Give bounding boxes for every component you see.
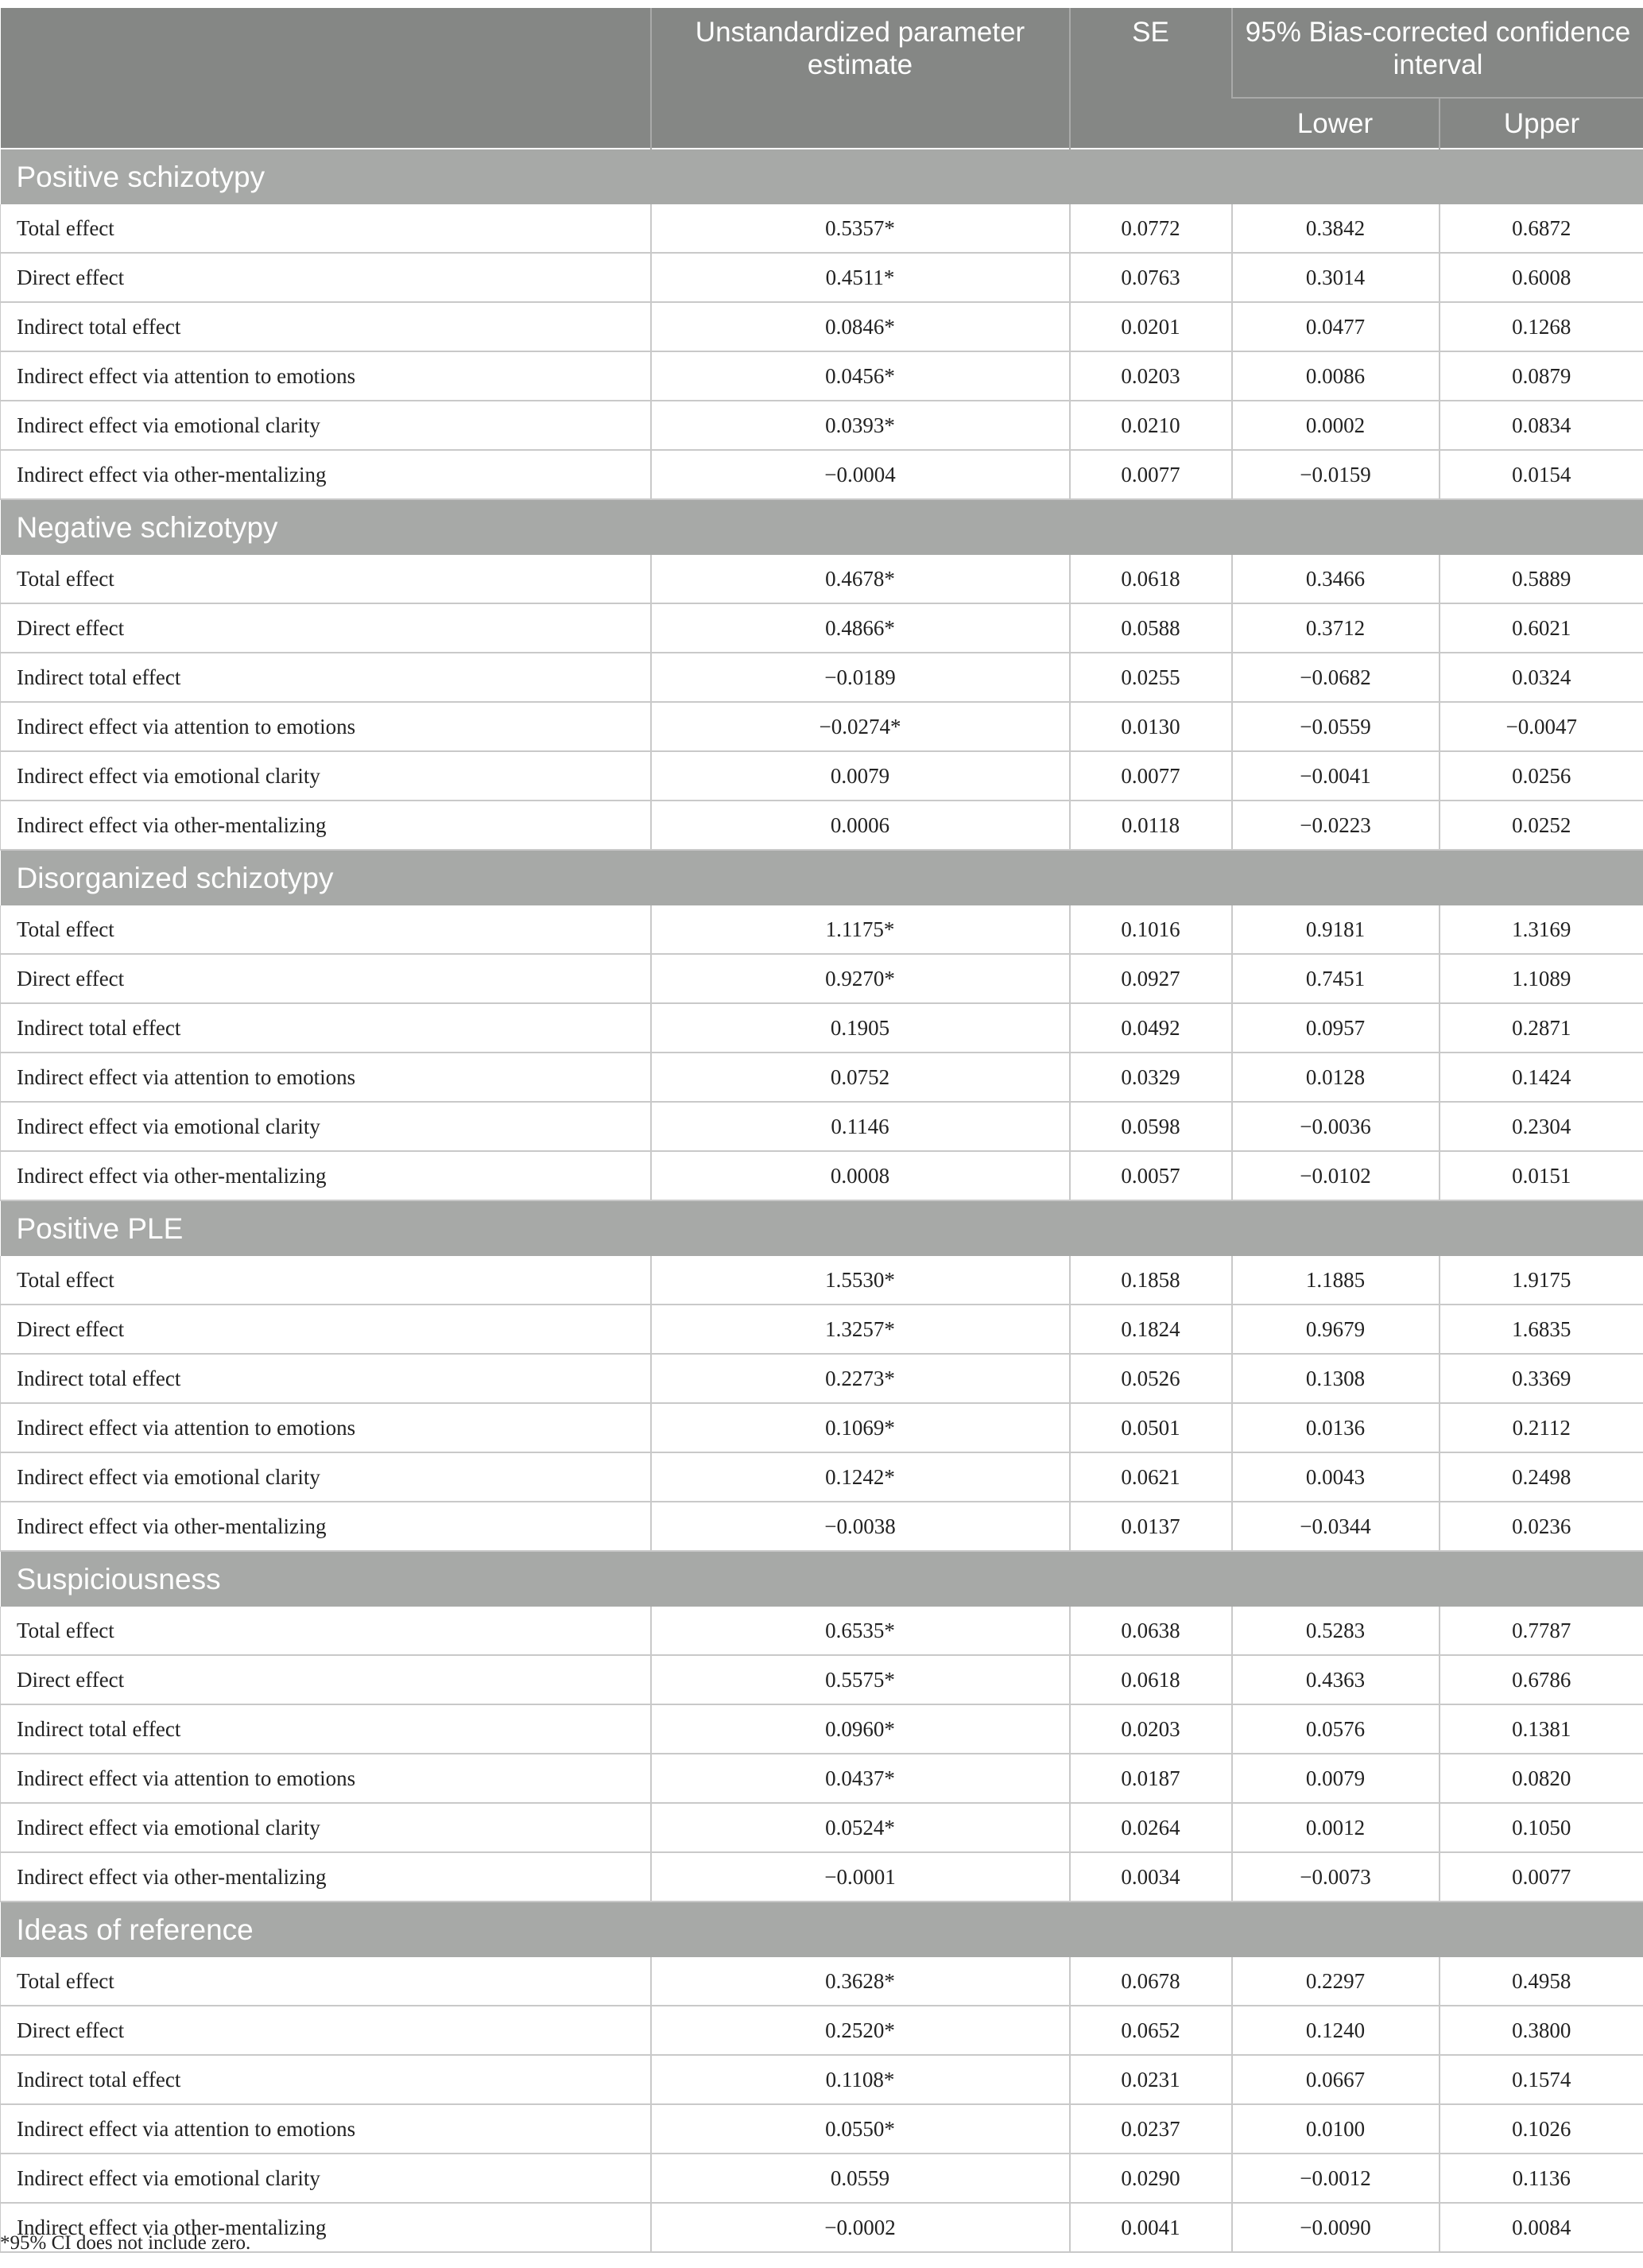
cell-se: 0.0210 (1070, 401, 1232, 450)
table-header (1, 8, 1643, 149)
section-header-row (1, 1902, 1643, 1957)
cell-ci-lower: 0.0136 (1232, 1403, 1440, 1452)
cell-ci-lower: 0.0043 (1232, 1452, 1440, 1502)
cell-ci-upper: 0.6872 (1440, 204, 1643, 253)
cell-ci-upper: 0.0834 (1440, 401, 1643, 450)
cell-estimate: 0.0079 (651, 751, 1070, 801)
cell-ci-upper: 0.7787 (1440, 1607, 1643, 1655)
cell-se: 0.0678 (1070, 1957, 1232, 2006)
table-row (1, 2055, 1643, 2104)
table-row (1, 1704, 1643, 1754)
cell-se: 0.0041 (1070, 2203, 1232, 2252)
cell-se: 0.0237 (1070, 2104, 1232, 2154)
cell-se: 0.0621 (1070, 1452, 1232, 1502)
cell-estimate: −0.0004 (651, 450, 1070, 499)
header-estimate: Unstandardized parameter estimate (651, 8, 1070, 149)
cell-se: 0.0290 (1070, 2154, 1232, 2203)
table-row (1, 1655, 1643, 1704)
table-row (1, 1256, 1643, 1305)
row-label: Indirect effect via attention to emotions (1, 702, 651, 751)
cell-ci-upper: 0.1026 (1440, 2104, 1643, 2154)
cell-ci-lower: −0.0159 (1232, 450, 1440, 499)
cell-ci-lower: 0.4363 (1232, 1655, 1440, 1704)
row-label: Indirect effect via other-mentalizing (1, 801, 651, 850)
table-row (1, 253, 1643, 302)
cell-estimate: −0.0001 (651, 1852, 1070, 1902)
cell-ci-upper: 0.0084 (1440, 2203, 1643, 2252)
header-label-column (1, 8, 651, 149)
table-row (1, 1803, 1643, 1852)
cell-ci-upper: 0.1136 (1440, 2154, 1643, 2203)
row-label: Indirect effect via other-mentalizing (1, 1151, 651, 1200)
cell-se: 0.0057 (1070, 1151, 1232, 1200)
results-table-wrapper (0, 8, 1643, 2253)
cell-estimate: 0.1108* (651, 2055, 1070, 2104)
table-row (1, 302, 1643, 351)
table-row (1, 2154, 1643, 2203)
cell-ci-lower: −0.0073 (1232, 1852, 1440, 1902)
cell-se: 0.0763 (1070, 253, 1232, 302)
cell-se: 0.0492 (1070, 1003, 1232, 1053)
table-row (1, 702, 1643, 751)
cell-ci-lower: 0.0086 (1232, 351, 1440, 401)
row-label: Total effect (1, 555, 651, 603)
cell-ci-upper: 0.1050 (1440, 1803, 1643, 1852)
cell-se: 0.1858 (1070, 1256, 1232, 1305)
cell-estimate: 0.1069* (651, 1403, 1070, 1452)
cell-ci-upper: 0.2112 (1440, 1403, 1643, 1452)
cell-ci-lower: 0.3466 (1232, 555, 1440, 603)
cell-estimate: 0.5357* (651, 204, 1070, 253)
cell-ci-lower: −0.0682 (1232, 653, 1440, 702)
cell-ci-lower: 0.1308 (1232, 1354, 1440, 1403)
cell-ci-upper: 1.9175 (1440, 1256, 1643, 1305)
cell-ci-lower: 0.7451 (1232, 954, 1440, 1003)
cell-estimate: 0.0006 (651, 801, 1070, 850)
table-row (1, 2006, 1643, 2055)
cell-ci-upper: 0.2304 (1440, 1102, 1643, 1151)
cell-ci-lower: 0.1240 (1232, 2006, 1440, 2055)
cell-estimate: 0.0008 (651, 1151, 1070, 1200)
row-label: Indirect effect via attention to emotions (1, 1053, 651, 1102)
row-label: Indirect effect via emotional clarity (1, 401, 651, 450)
row-label: Direct effect (1, 2006, 651, 2055)
cell-estimate: 0.4511* (651, 253, 1070, 302)
table-row (1, 2104, 1643, 2154)
row-label: Total effect (1, 1957, 651, 2006)
table-row (1, 954, 1643, 1003)
cell-estimate: 0.1242* (651, 1452, 1070, 1502)
cell-se: 0.0598 (1070, 1102, 1232, 1151)
table-row (1, 1151, 1643, 1200)
cell-se: 0.0203 (1070, 351, 1232, 401)
cell-ci-upper: 0.0256 (1440, 751, 1643, 801)
cell-se: 0.0137 (1070, 1502, 1232, 1551)
cell-ci-lower: 0.3842 (1232, 204, 1440, 253)
cell-ci-lower: 0.2297 (1232, 1957, 1440, 2006)
cell-estimate: 0.9270* (651, 954, 1070, 1003)
cell-estimate: 0.0524* (651, 1803, 1070, 1852)
table-row (1, 450, 1643, 499)
table-row (1, 1403, 1643, 1452)
cell-se: 0.1824 (1070, 1305, 1232, 1354)
section-title: Positive schizotypy (1, 149, 1643, 204)
cell-estimate: 0.0437* (651, 1754, 1070, 1803)
row-label: Indirect effect via attention to emotions (1, 1754, 651, 1803)
header-lower: Lower (1232, 98, 1440, 149)
row-label: Direct effect (1, 603, 651, 653)
cell-ci-lower: 0.0002 (1232, 401, 1440, 450)
row-label: Indirect effect via emotional clarity (1, 1452, 651, 1502)
cell-ci-lower: −0.0012 (1232, 2154, 1440, 2203)
cell-se: 0.0329 (1070, 1053, 1232, 1102)
cell-ci-upper: 0.0324 (1440, 653, 1643, 702)
cell-ci-lower: 0.0477 (1232, 302, 1440, 351)
cell-ci-upper: 0.2498 (1440, 1452, 1643, 1502)
cell-se: 0.0201 (1070, 302, 1232, 351)
row-label: Direct effect (1, 954, 651, 1003)
cell-se: 0.0130 (1070, 702, 1232, 751)
row-label: Indirect total effect (1, 302, 651, 351)
cell-ci-upper: 1.1089 (1440, 954, 1643, 1003)
cell-se: 0.0618 (1070, 555, 1232, 603)
cell-ci-upper: 0.1424 (1440, 1053, 1643, 1102)
cell-estimate: −0.0274* (651, 702, 1070, 751)
cell-estimate: −0.0002 (651, 2203, 1070, 2252)
table-row (1, 1003, 1643, 1053)
cell-ci-upper: 0.1381 (1440, 1704, 1643, 1754)
table-row (1, 1053, 1643, 1102)
table-row (1, 751, 1643, 801)
cell-estimate: 1.5530* (651, 1256, 1070, 1305)
cell-ci-upper: 0.0077 (1440, 1852, 1643, 1902)
cell-ci-upper: 0.1574 (1440, 2055, 1643, 2104)
cell-ci-lower: 0.0012 (1232, 1803, 1440, 1852)
cell-ci-lower: 0.9679 (1232, 1305, 1440, 1354)
cell-estimate: 0.4866* (651, 603, 1070, 653)
cell-estimate: 0.5575* (651, 1655, 1070, 1704)
table-row (1, 1354, 1643, 1403)
cell-se: 0.0588 (1070, 603, 1232, 653)
cell-ci-lower: 0.0079 (1232, 1754, 1440, 1803)
cell-ci-upper: 0.6008 (1440, 253, 1643, 302)
section-header-row (1, 1551, 1643, 1607)
cell-estimate: 0.0960* (651, 1704, 1070, 1754)
cell-ci-lower: −0.0041 (1232, 751, 1440, 801)
section-title: Ideas of reference (1, 1902, 1643, 1957)
table-row (1, 555, 1643, 603)
cell-se: 0.0203 (1070, 1704, 1232, 1754)
cell-ci-upper: 0.0151 (1440, 1151, 1643, 1200)
cell-ci-lower: −0.0223 (1232, 801, 1440, 850)
cell-ci-upper: 0.0154 (1440, 450, 1643, 499)
table-row (1, 1957, 1643, 2006)
cell-ci-lower: 0.5283 (1232, 1607, 1440, 1655)
cell-se: 0.0255 (1070, 653, 1232, 702)
row-label: Total effect (1, 905, 651, 954)
cell-se: 0.0501 (1070, 1403, 1232, 1452)
cell-estimate: 1.1175* (651, 905, 1070, 954)
header-upper: Upper (1440, 98, 1643, 149)
row-label: Indirect total effect (1, 1003, 651, 1053)
row-label: Indirect effect via attention to emotions (1, 351, 651, 401)
row-label: Indirect effect via emotional clarity (1, 1803, 651, 1852)
cell-estimate: 0.6535* (651, 1607, 1070, 1655)
row-label: Direct effect (1, 1305, 651, 1354)
cell-ci-lower: −0.0559 (1232, 702, 1440, 751)
row-label: Indirect total effect (1, 653, 651, 702)
row-label: Indirect effect via attention to emotions (1, 1403, 651, 1452)
cell-ci-lower: −0.0344 (1232, 1502, 1440, 1551)
cell-estimate: 0.0752 (651, 1053, 1070, 1102)
cell-ci-upper: 0.0879 (1440, 351, 1643, 401)
cell-se: 0.0927 (1070, 954, 1232, 1003)
cell-ci-lower: 0.0667 (1232, 2055, 1440, 2104)
section-header-row (1, 149, 1643, 204)
cell-ci-lower: 0.9181 (1232, 905, 1440, 954)
cell-ci-upper: 0.2871 (1440, 1003, 1643, 1053)
row-label: Direct effect (1, 253, 651, 302)
section-title: Disorganized schizotypy (1, 850, 1643, 905)
cell-se: 0.0772 (1070, 204, 1232, 253)
cell-estimate: 0.3628* (651, 1957, 1070, 2006)
cell-ci-lower: 1.1885 (1232, 1256, 1440, 1305)
cell-se: 0.0618 (1070, 1655, 1232, 1704)
cell-se: 0.0264 (1070, 1803, 1232, 1852)
cell-se: 0.0652 (1070, 2006, 1232, 2055)
table-row (1, 204, 1643, 253)
table-row (1, 1452, 1643, 1502)
header-se: SE (1070, 8, 1232, 149)
cell-se: 0.0231 (1070, 2055, 1232, 2104)
section-header-row (1, 850, 1643, 905)
row-label: Indirect total effect (1, 1354, 651, 1403)
row-label: Total effect (1, 1256, 651, 1305)
cell-ci-upper: 0.0252 (1440, 801, 1643, 850)
section-title: Negative schizotypy (1, 499, 1643, 555)
cell-estimate: 1.3257* (651, 1305, 1070, 1354)
table-body (1, 149, 1643, 2252)
row-label: Total effect (1, 1607, 651, 1655)
cell-se: 0.0526 (1070, 1354, 1232, 1403)
cell-ci-upper: 0.6786 (1440, 1655, 1643, 1704)
cell-estimate: 0.0550* (651, 2104, 1070, 2154)
cell-estimate: 0.0393* (651, 401, 1070, 450)
row-label: Indirect effect via other-mentalizing (1, 2203, 651, 2252)
row-label: Indirect effect via attention to emotions (1, 2104, 651, 2154)
row-label: Indirect effect via emotional clarity (1, 751, 651, 801)
table-row (1, 603, 1643, 653)
cell-estimate: 0.0559 (651, 2154, 1070, 2203)
table-row (1, 653, 1643, 702)
cell-ci-upper: 1.3169 (1440, 905, 1643, 954)
cell-se: 0.0077 (1070, 450, 1232, 499)
row-label: Total effect (1, 204, 651, 253)
table-footnote: *95% CI does not include zero. (0, 2232, 251, 2254)
cell-ci-upper: 0.4958 (1440, 1957, 1643, 2006)
cell-ci-lower: 0.3712 (1232, 603, 1440, 653)
table-row (1, 1102, 1643, 1151)
table-row (1, 801, 1643, 850)
table-row (1, 401, 1643, 450)
row-label: Indirect effect via other-mentalizing (1, 450, 651, 499)
cell-ci-upper: 1.6835 (1440, 1305, 1643, 1354)
cell-estimate: 0.0846* (651, 302, 1070, 351)
cell-estimate: 0.2520* (651, 2006, 1070, 2055)
cell-ci-lower: 0.0100 (1232, 2104, 1440, 2154)
section-header-row (1, 1200, 1643, 1256)
cell-ci-lower: −0.0036 (1232, 1102, 1440, 1151)
row-label: Direct effect (1, 1655, 651, 1704)
cell-estimate: 0.4678* (651, 555, 1070, 603)
cell-estimate: 0.2273* (651, 1354, 1070, 1403)
row-label: Indirect effect via emotional clarity (1, 2154, 651, 2203)
row-label: Indirect total effect (1, 2055, 651, 2104)
cell-ci-upper: 0.5889 (1440, 555, 1643, 603)
cell-se: 0.0187 (1070, 1754, 1232, 1803)
cell-se: 0.0118 (1070, 801, 1232, 850)
cell-ci-upper: 0.1268 (1440, 302, 1643, 351)
row-label: Indirect effect via other-mentalizing (1, 1852, 651, 1902)
cell-ci-upper: 0.6021 (1440, 603, 1643, 653)
cell-estimate: 0.0456* (651, 351, 1070, 401)
cell-estimate: −0.0189 (651, 653, 1070, 702)
row-label: Indirect effect via emotional clarity (1, 1102, 651, 1151)
table-row (1, 1852, 1643, 1902)
cell-se: 0.1016 (1070, 905, 1232, 954)
cell-se: 0.0077 (1070, 751, 1232, 801)
section-title: Suspiciousness (1, 1551, 1643, 1607)
section-title: Positive PLE (1, 1200, 1643, 1256)
table-row (1, 351, 1643, 401)
mediation-results-table (0, 8, 1643, 2253)
header-confidence-interval: 95% Bias-corrected confidence interval (1232, 8, 1643, 98)
cell-estimate: 0.1905 (651, 1003, 1070, 1053)
table-row (1, 1305, 1643, 1354)
cell-ci-lower: −0.0102 (1232, 1151, 1440, 1200)
table-row (1, 1502, 1643, 1551)
table-row (1, 1754, 1643, 1803)
cell-ci-lower: 0.0576 (1232, 1704, 1440, 1754)
cell-estimate: 0.1146 (651, 1102, 1070, 1151)
cell-ci-lower: 0.3014 (1232, 253, 1440, 302)
cell-ci-lower: 0.0128 (1232, 1053, 1440, 1102)
cell-ci-upper: −0.0047 (1440, 702, 1643, 751)
cell-se: 0.0638 (1070, 1607, 1232, 1655)
cell-ci-upper: 0.0820 (1440, 1754, 1643, 1803)
cell-ci-lower: 0.0957 (1232, 1003, 1440, 1053)
cell-ci-upper: 0.0236 (1440, 1502, 1643, 1551)
section-header-row (1, 499, 1643, 555)
table-row (1, 905, 1643, 954)
cell-ci-upper: 0.3800 (1440, 2006, 1643, 2055)
row-label: Indirect total effect (1, 1704, 651, 1754)
row-label: Indirect effect via other-mentalizing (1, 1502, 651, 1551)
table-row (1, 1607, 1643, 1655)
cell-se: 0.0034 (1070, 1852, 1232, 1902)
cell-ci-lower: −0.0090 (1232, 2203, 1440, 2252)
cell-estimate: −0.0038 (651, 1502, 1070, 1551)
cell-ci-upper: 0.3369 (1440, 1354, 1643, 1403)
